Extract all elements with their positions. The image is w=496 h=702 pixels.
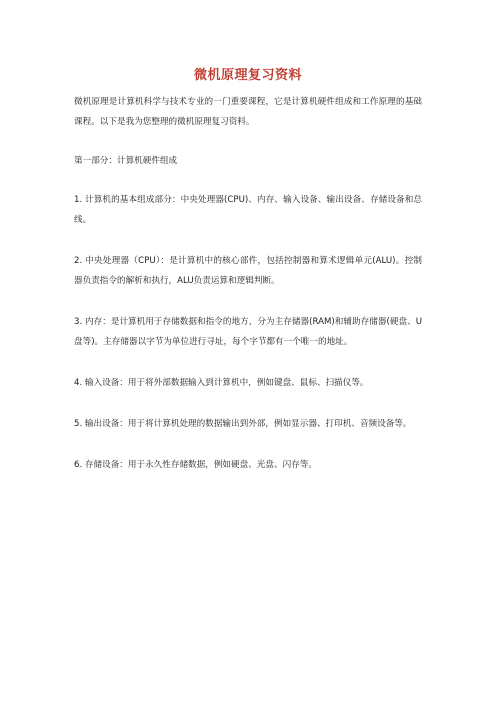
document-body — [74, 92, 422, 496]
list-item: 4. 输入设备：用于将外部数据输入到计算机中，例如键盘、鼠标、扫描仪等。 — [74, 378, 369, 388]
document-title: 微机原理复习资料 — [193, 68, 302, 83]
list-item: 5. 输出设备：用于将计算机处理的数据输出到外部，例如显示器、打印机、音频设备等。 — [74, 419, 412, 429]
list-item: 3. 内存：是计算机用于存储数据和指令的地方，分为主存储器(RAM)和辅助存储器(硬盘、U盘等)。主存储器以字节为单位进行寻址，每个字节都有一个唯一的地址。 — [74, 317, 422, 347]
intro-paragraph: 微机原理是计算机科学与技术专业的一门重要课程，它是计算机硬件组成和工作原理的基础课程。以下是我为您整理的微机原理复习资料。 — [74, 97, 422, 127]
section-heading: 第一部分：计算机硬件组成 — [74, 156, 178, 166]
list-item: 6. 存储设备：用于永久性存储数据，例如硬盘、光盘、闪存等。 — [74, 460, 317, 470]
list-item: 2. 中央处理器（CPU）：是计算机中的核心部件，包括控制器和算术逻辑单元(ALU)。控制器负责指令的解析和执行，ALU负责运算和逻辑判断。 — [74, 256, 422, 286]
list-item: 1. 计算机的基本组成部分：中央处理器(CPU)、内存、输入设备、输出设备、存储设备和总线。 — [74, 195, 422, 225]
